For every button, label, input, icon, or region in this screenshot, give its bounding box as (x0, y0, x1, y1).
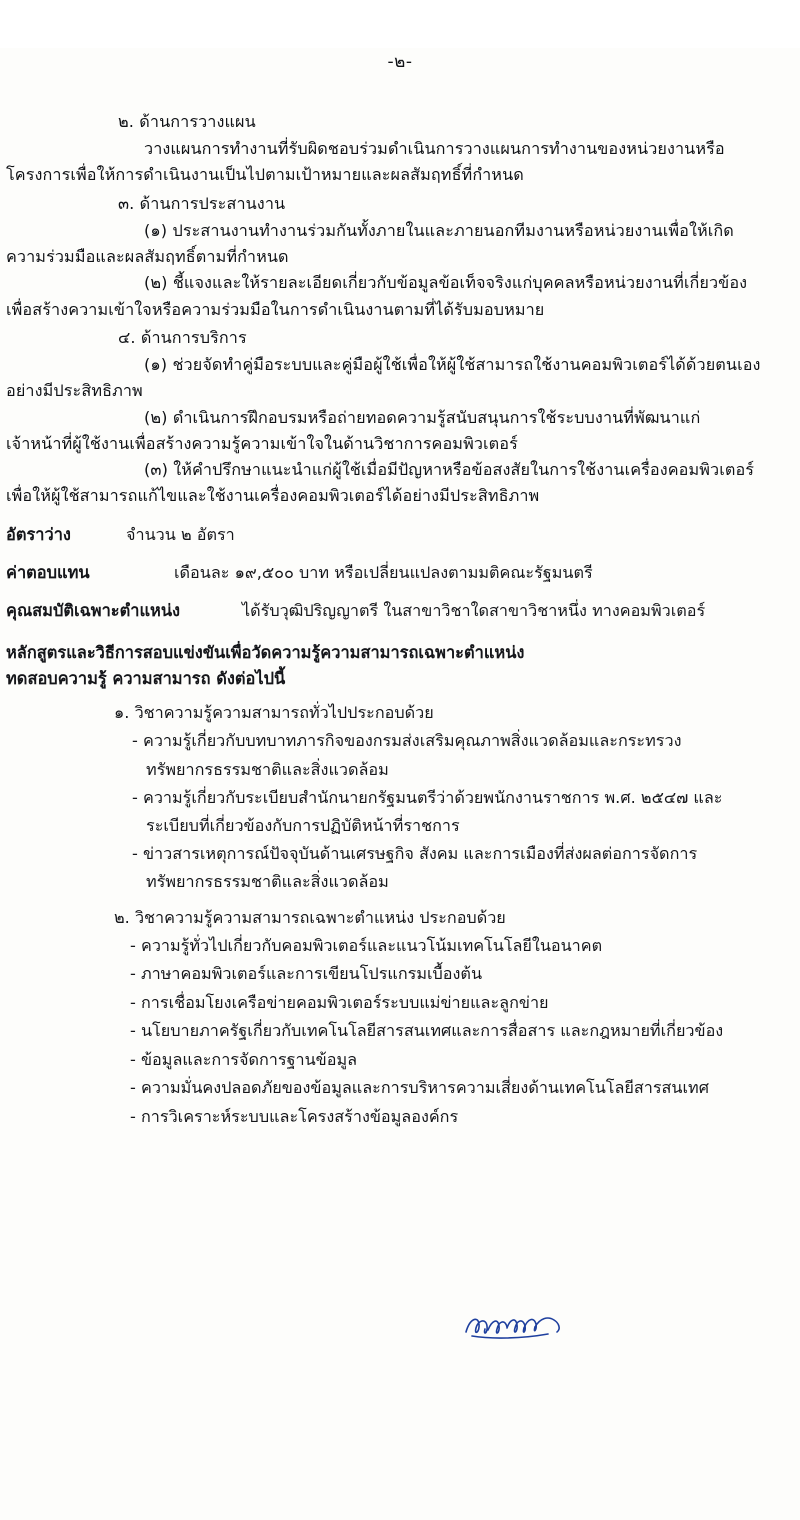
section-paragraph: วางแผนการทำงานที่รับผิดชอบร่วมดำเนินการวางแผนการทำงานของหน่วยงานหรือ (144, 139, 725, 159)
exam-item: - ข่าวสารเหตุการณ์ปัจจุบันด้านเศรษฐกิจ สังคม และการเมืองที่ส่งผลต่อการจัดการ (132, 844, 698, 864)
section-paragraph: เจ้าหน้าที่ผู้ใช้งานเพื่อสร้างความรู้ความเข้าใจในด้านวิชาการคอมพิวเตอร์ (6, 433, 518, 453)
section-paragraph: โครงการเพื่อให้การดำเนินงานเป็นไปตามเป้าหมายและผลสัมฤทธิ์ที่กำหนด (6, 165, 524, 185)
field-compensation (6, 560, 762, 586)
exam-group-title: ๑. วิชาความรู้ความสามารถทั่วไปประกอบด้วย (114, 703, 434, 723)
field-qualification (6, 598, 762, 624)
field-value: ได้รับวุฒิปริญญาตรี ในสาขาวิชาใดสาขาวิชาหนึ่ง ทางคอมพิวเตอร์ (242, 600, 706, 620)
exam-item: - ความมั่นคงปลอดภัยของข้อมูลและการบริหารความเสี่ยงด้านเทคโนโลยีสารสนเทศ (130, 1078, 709, 1098)
exam-item: - ข้อมูลและการจัดการฐานข้อมูล (130, 1049, 358, 1069)
exam-item: - ภาษาคอมพิวเตอร์และการเขียนโปรแกรมเบื้องต้น (130, 964, 483, 984)
section-paragraph: เพื่อสร้างความเข้าใจหรือความร่วมมือในการดำเนินงานตามที่ได้รับมอบหมาย (6, 299, 545, 319)
exam-item: - ความรู้เกี่ยวกับบทบาทภารกิจของกรมส่งเสริมคุณภาพสิ่งแวดล้อมและกระทรวง (132, 731, 682, 751)
field-label: ค่าตอบแทน (6, 562, 90, 582)
exam-item: - นโยบายภาครัฐเกี่ยวกับเทคโนโลยีสารสนเทศและการสื่อสาร และกฎหมายที่เกี่ยวข้อง (130, 1021, 724, 1041)
field-value: เดือนละ ๑๙,๕๐๐ บาท หรือเปลี่ยนแปลงตามมติคณะรัฐมนตรี (174, 562, 593, 582)
page-number: -๒- (387, 52, 413, 72)
exam-item-continuation: ทรัพยากรธรรมชาติและสิ่งแวดล้อม (146, 759, 389, 779)
exam-item: - ความรู้เกี่ยวกับระเบียบสำนักนายกรัฐมนตรีว่าด้วยพนักงานราชการ พ.ศ. ๒๕๔๗ และ (132, 787, 723, 807)
section-heading: ๒. ด้านการวางแผน (118, 112, 256, 131)
document-body (0, 109, 800, 1130)
section-paragraph: (๓) ให้คำปรึกษาแนะนำแก่ผู้ใช้เมื่อมีปัญหาหรือข้อสงสัยในการใช้งานเครื่องคอมพิวเตอร์ (144, 460, 755, 480)
field-value: จำนวน ๒ อัตรา (126, 524, 235, 544)
exam-item: - การวิเคราะห์ระบบและโครงสร้างข้อมูลองค์กร (130, 1106, 459, 1126)
exam-item-continuation: ทรัพยากรธรรมชาติและสิ่งแวดล้อม (146, 872, 389, 892)
document-page (0, 48, 800, 1520)
section-heading: ๓. ด้านการประสานงาน (118, 193, 286, 213)
exam-item: - ความรู้ทั่วไปเกี่ยวกับคอมพิวเตอร์และแนวโน้มเทคโนโลยีในอนาคต (130, 935, 603, 955)
section-paragraph: ความร่วมมือและผลสัมฤทธิ์ตามที่กำหนด (6, 247, 289, 267)
exam-group-title: ๒. วิชาความรู้ความสามารถเฉพาะตำแหน่ง ประกอบด้วย (114, 907, 506, 927)
field-vacancy (6, 522, 762, 548)
exam-heading-secondary: ทดสอบความรู้ ความสามารถ ดังต่อไปนี้ (6, 668, 286, 688)
handwritten-signature-icon (460, 1306, 570, 1346)
exam-item-continuation: ระเบียบที่เกี่ยวข้องกับการปฏิบัติหน้าที่ราชการ (146, 815, 460, 835)
section-paragraph: (๑) ช่วยจัดทำคู่มือระบบและคู่มือผู้ใช้เพื่อให้ผู้ใช้สามารถใช้งานคอมพิวเตอร์ได้ด้วยตนเอง (144, 355, 761, 375)
exam-heading-primary: หลักสูตรและวิธีการสอบแข่งขันเพื่อวัดความรู้ความสามารถเฉพาะตำแหน่ง (6, 642, 525, 662)
section-heading: ๔. ด้านการบริการ (118, 327, 247, 347)
section-paragraph: (๒) ดำเนินการฝึกอบรมหรือถ่ายทอดความรู้สนับสนุนการใช้ระบบงานที่พัฒนาแก่ (144, 407, 701, 427)
exam-item: - การเชื่อมโยงเครือข่ายคอมพิวเตอร์ระบบแม่ข่ายและลูกข่าย (130, 992, 549, 1012)
field-label: อัตราว่าง (6, 524, 71, 544)
field-label: คุณสมบัติเฉพาะตำแหน่ง (6, 600, 181, 620)
section-paragraph: อย่างมีประสิทธิภาพ (6, 381, 143, 401)
section-paragraph: เพื่อให้ผู้ใช้สามารถแก้ไขและใช้งานเครื่องคอมพิวเตอร์ได้อย่างมีประสิทธิภาพ (6, 486, 540, 506)
section-paragraph: (๒) ชี้แจงและให้รายละเอียดเกี่ยวกับข้อมูลข้อเท็จจริงแก่บุคคลหรือหน่วยงานที่เกี่ยวข้อง (144, 273, 748, 293)
section-paragraph: (๑) ประสานงานทำงานร่วมกันทั้งภายในและภายนอกทีมงานหรือหน่วยงานเพื่อให้เกิด (144, 220, 734, 240)
